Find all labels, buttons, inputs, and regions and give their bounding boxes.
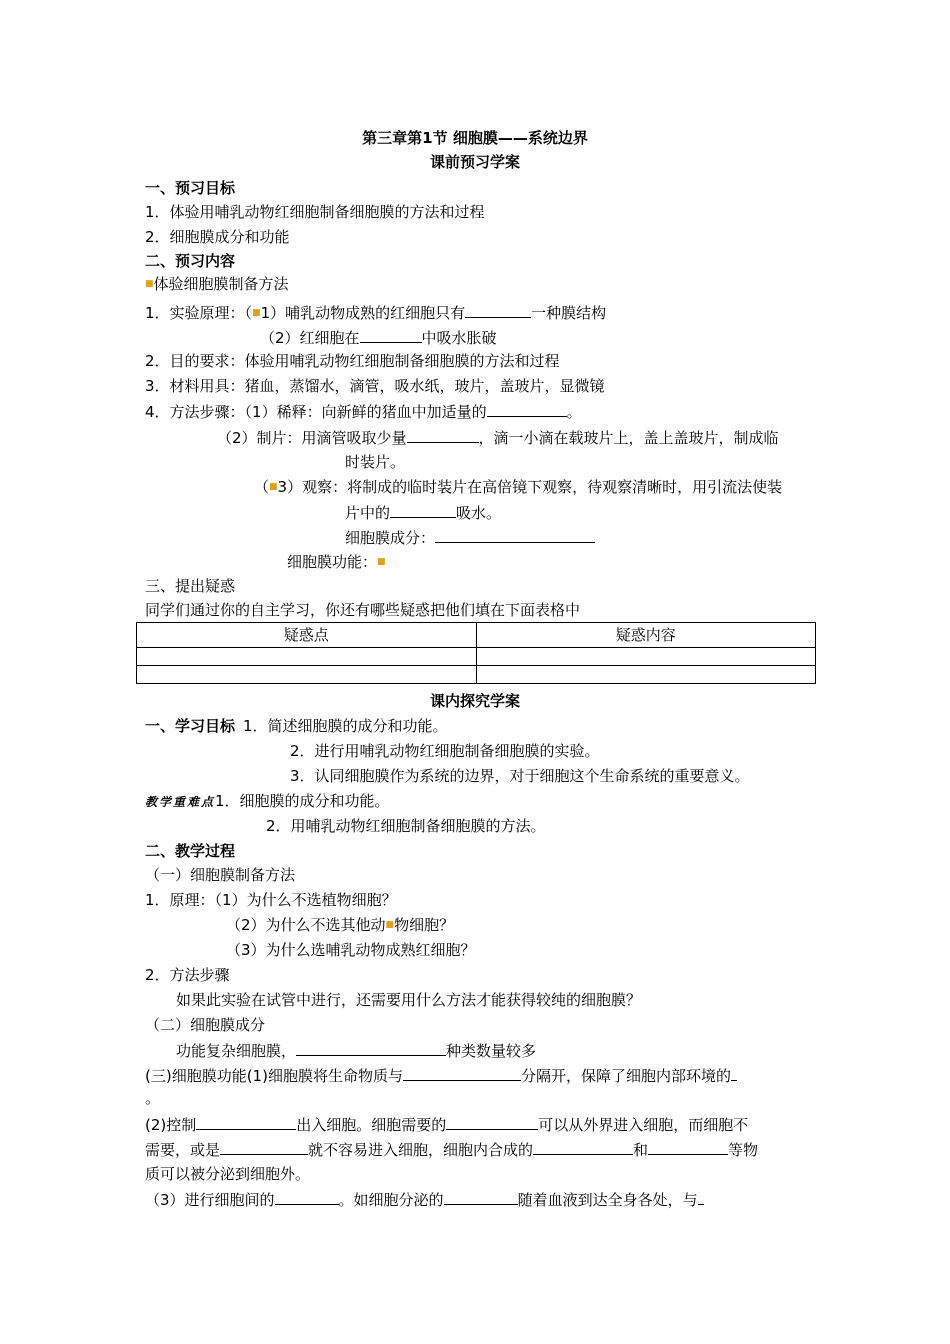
inclass-goal-2: 2．进行用哺乳动物红细胞制备细胞膜的实验。	[290, 742, 600, 760]
steps-line-3: 时装片。	[345, 453, 406, 471]
process-question-1: 1．原理：（1）为什么不选植物细胞？	[145, 891, 397, 909]
table-cell[interactable]	[476, 666, 816, 684]
inclass-goal-3: 3．认同细胞膜作为系统的边界，对于细胞这个生命系统的重要意义。	[290, 767, 750, 785]
function-line-2: (2)控制 出入细胞。细胞需要的 可以从外界进入细胞，而细胞不	[145, 1116, 749, 1134]
function-line-3: 需要，或是 就不容易进入细胞，细胞内合成的 和 等物	[145, 1141, 759, 1159]
fill-blank[interactable]	[444, 1189, 518, 1205]
section-title-inclass: 课内探究学案	[429, 692, 520, 710]
table-row	[137, 666, 816, 684]
table-header-cell: 疑惑点	[137, 623, 477, 648]
table-row	[137, 623, 816, 648]
heading-preview-content: 二、预习内容	[145, 252, 236, 270]
fill-blank[interactable]	[390, 502, 456, 518]
process-steps-heading: 2．方法步骤	[145, 966, 230, 984]
components-line: 功能复杂细胞膜， 种类数量较多	[176, 1042, 537, 1060]
table-cell[interactable]	[137, 648, 477, 666]
function-line-1-end: 。	[145, 1089, 161, 1107]
edit-mark-icon: ■	[252, 308, 261, 318]
heading-teaching-process: 二、教学过程	[145, 842, 236, 860]
section-title-preview: 课前预习学案	[429, 153, 520, 171]
process-part-2: （二）细胞膜成分	[145, 1016, 266, 1034]
table-row	[137, 648, 816, 666]
principle-line-2: （2）红细胞在 中吸水胀破	[260, 329, 497, 347]
goal-2: 2．细胞膜成分和功能	[145, 228, 290, 246]
fill-blank[interactable]	[435, 527, 595, 543]
table-cell[interactable]	[137, 666, 477, 684]
edit-mark-icon: ■	[385, 920, 395, 930]
page-title: 第三章第1节 细胞膜——系统边界	[362, 129, 588, 147]
fill-blank[interactable]	[487, 401, 567, 417]
fill-blank[interactable]	[731, 1065, 737, 1081]
heading-questions: 三、提出疑惑	[145, 577, 236, 595]
table-header-cell: 疑惑内容	[476, 623, 816, 648]
fill-blank[interactable]	[403, 1065, 521, 1081]
fill-blank[interactable]	[296, 1040, 446, 1056]
function-line-5: （3）进行细胞间的 。如细胞分泌的 随着血液到达全身各处，与	[145, 1189, 704, 1211]
inclass-goals-line-1: 一、学习目标 1．简述细胞膜的成分和功能。	[145, 717, 448, 735]
key-point-2: 2．用哺乳动物红细胞制备细胞膜的方法。	[266, 817, 546, 835]
function-line-1: (三)细胞膜功能(1)细胞膜将生命物质与 分隔开，保障了细胞内部环境的	[145, 1065, 737, 1087]
principle-line-1: 1．实验原理：（■1）哺乳动物成熟的红细胞只有 一种膜结构	[145, 304, 607, 322]
membrane-components-line: 细胞膜成分：	[345, 527, 595, 549]
fill-blank[interactable]	[196, 1114, 296, 1130]
fill-blank[interactable]	[220, 1139, 308, 1155]
purpose-line: 2．目的要求：体验用哺乳动物红细胞制备细胞膜的方法和过程	[145, 352, 560, 370]
membrane-function-line: 细胞膜功能：■	[287, 553, 386, 571]
key-points-line-1: 教学重难点1．细胞膜的成分和功能。	[145, 792, 390, 810]
goal-1: 1．体验用哺乳动物红细胞制备细胞膜的方法和过程	[145, 203, 485, 221]
fill-blank[interactable]	[698, 1189, 704, 1205]
fill-blank[interactable]	[407, 427, 479, 443]
process-question-2: （2）为什么不选其他动■物细胞？	[226, 916, 455, 934]
steps-line-4: （■3）观察：将制成的临时装片在高倍镜下观察，待观察清晰时，用引流法使装	[254, 478, 783, 496]
function-line-4: 质可以被分泌到细胞外。	[145, 1165, 311, 1183]
process-question-3: （3）为什么选哺乳动物成熟红细胞？	[226, 941, 476, 959]
fill-blank[interactable]	[446, 1114, 538, 1130]
steps-line-5: 片中的 吸水。	[345, 504, 502, 522]
table-cell[interactable]	[476, 648, 816, 666]
edit-mark-icon: ■	[269, 482, 278, 492]
fill-blank[interactable]	[275, 1189, 339, 1205]
content-intro: ■体验细胞膜制备方法	[145, 275, 289, 293]
process-steps-question: 如果此实验在试管中进行，还需要用什么方法才能获得较纯的细胞膜？	[176, 991, 642, 1009]
edit-mark-icon: ■	[377, 557, 386, 567]
questions-instruction: 同学们通过你的自主学习，你还有哪些疑惑把他们填在下面表格中	[145, 601, 581, 619]
fill-blank[interactable]	[465, 302, 531, 318]
questions-table	[136, 622, 816, 684]
materials-line: 3．材料用具：猪血，蒸馏水，滴管，吸水纸，玻片，盖玻片，显微镜	[145, 377, 605, 395]
heading-preview-goals: 一、预习目标	[145, 179, 236, 197]
steps-line-1: 4．方法步骤：（1）稀释：向新鲜的猪血中加适量的 。	[145, 403, 582, 421]
fill-blank[interactable]	[360, 327, 422, 343]
process-part-1: （一）细胞膜制备方法	[145, 866, 296, 884]
fill-blank[interactable]	[533, 1139, 633, 1155]
edit-mark-icon: ■	[145, 279, 154, 289]
steps-line-2: （2）制片：用滴管吸取少量 ，滴一小滴在载玻片上，盖上盖玻片，制成临	[217, 429, 779, 447]
fill-blank[interactable]	[648, 1139, 728, 1155]
